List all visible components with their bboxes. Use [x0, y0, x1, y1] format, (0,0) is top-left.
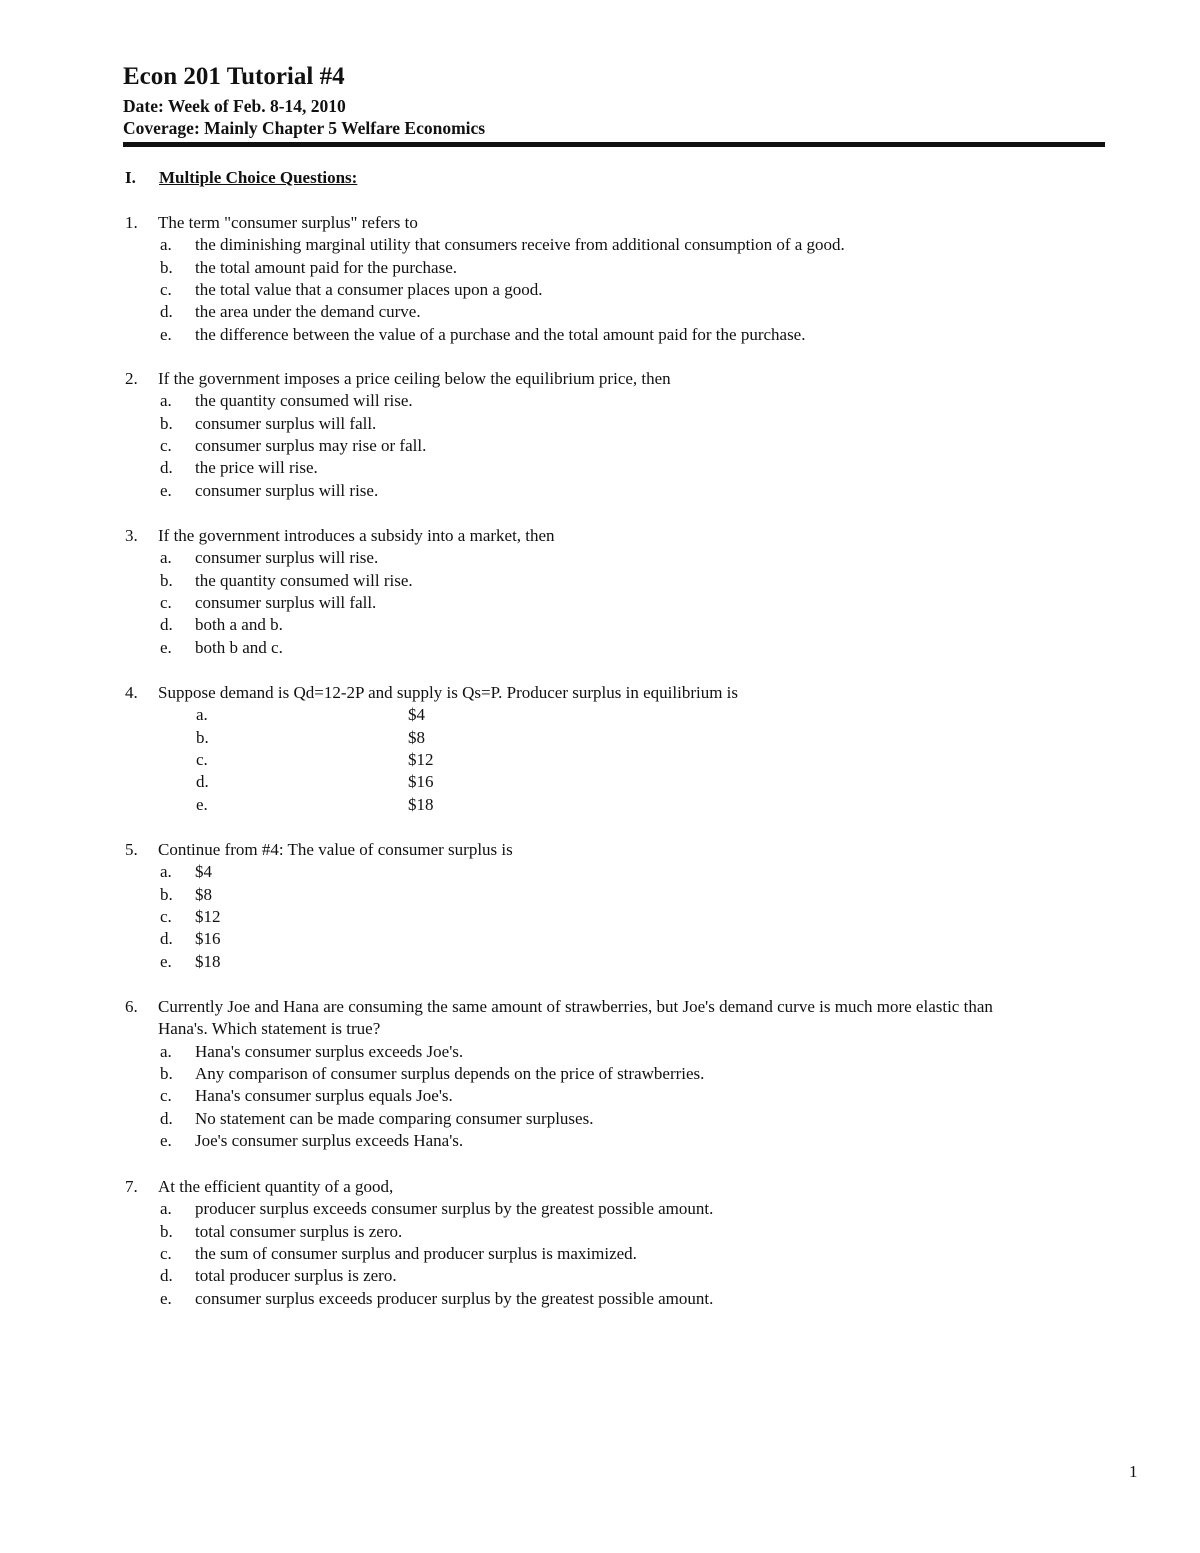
question-number: 3.	[125, 526, 138, 545]
option-letter: d.	[160, 929, 173, 949]
option-text: $12	[408, 750, 434, 770]
option-text: the quantity consumed will rise.	[195, 570, 413, 590]
option-text: consumer surplus will fall.	[195, 593, 377, 613]
question-stem: Continue from #4: The value of consumer surplus is	[158, 840, 513, 859]
option-text: consumer surplus will rise.	[195, 548, 379, 568]
option-letter: a.	[160, 391, 172, 411]
option-text: total consumer surplus is zero.	[195, 1221, 403, 1241]
option-letter: c.	[160, 280, 172, 300]
option-text: $18	[195, 951, 221, 971]
option-letter: e.	[160, 951, 172, 971]
option-letter: c.	[160, 1086, 172, 1106]
option-text: $4	[195, 862, 212, 882]
option-text: $18	[408, 794, 434, 814]
option-text: Joe's consumer surplus exceeds Hana's.	[195, 1131, 464, 1151]
option-text: $8	[195, 884, 212, 904]
section-title: Multiple Choice Questions:	[159, 168, 358, 187]
option-letter: c.	[160, 593, 172, 613]
section-number: I.	[125, 168, 136, 187]
header-rule	[123, 142, 1105, 147]
option-letter: e.	[160, 637, 172, 657]
question-stem: Currently Joe and Hana are consuming the same amount of strawberries, but Joe's demand curve is much more elastic than	[158, 997, 993, 1016]
option-text: the diminishing marginal utility that consumers receive from additional consumption of a good.	[195, 235, 845, 255]
question-number: 6.	[125, 997, 138, 1016]
option-letter: b.	[160, 884, 173, 904]
option-text: Any comparison of consumer surplus depends on the price of strawberries.	[195, 1064, 705, 1084]
option-text: consumer surplus may rise or fall.	[195, 436, 427, 456]
question-number: 7.	[125, 1177, 138, 1196]
option-text: both b and c.	[195, 637, 283, 657]
option-text: the difference between the value of a purchase and the total amount paid for the purchase.	[195, 324, 806, 344]
option-letter: b.	[160, 570, 173, 590]
question-number: 2.	[125, 369, 138, 388]
question-number: 1.	[125, 213, 138, 232]
option-letter: d.	[160, 1108, 173, 1128]
option-text: consumer surplus will fall.	[195, 413, 377, 433]
option-letter: d.	[196, 772, 209, 792]
option-letter: c.	[196, 750, 208, 770]
question-stem: Suppose demand is Qd=12-2P and supply is Qs=P. Producer surplus in equilibrium is	[158, 683, 739, 702]
option-text: the sum of consumer surplus and producer surplus is maximized.	[195, 1244, 637, 1264]
option-text: the total value that a consumer places upon a good.	[195, 280, 543, 300]
question-number: 4.	[125, 683, 138, 702]
question-stem: Hana's. Which statement is true?	[158, 1019, 381, 1039]
option-text: the price will rise.	[195, 458, 318, 478]
option-letter: b.	[196, 727, 209, 747]
option-letter: a.	[160, 548, 172, 568]
option-letter: e.	[160, 1288, 172, 1308]
question-stem: The term "consumer surplus" refers to	[158, 213, 418, 232]
option-letter: e.	[160, 1131, 172, 1151]
option-text: total producer surplus is zero.	[195, 1266, 397, 1286]
document-title: Econ 201 Tutorial #4	[123, 63, 345, 90]
option-text: Hana's consumer surplus equals Joe's.	[195, 1086, 453, 1106]
option-text: No statement can be made comparing consumer surpluses.	[195, 1108, 594, 1128]
question-number: 5.	[125, 840, 138, 859]
option-text: consumer surplus will rise.	[195, 480, 379, 500]
question-stem: At the efficient quantity of a good,	[158, 1177, 394, 1196]
page-number: 1	[1129, 1462, 1138, 1481]
option-letter: d.	[160, 302, 173, 322]
option-text: $8	[408, 727, 425, 747]
option-letter: a.	[160, 235, 172, 255]
option-letter: a.	[196, 705, 208, 725]
option-text: the quantity consumed will rise.	[195, 391, 413, 411]
option-letter: d.	[160, 458, 173, 478]
option-letter: a.	[160, 1041, 172, 1061]
option-letter: e.	[196, 794, 208, 814]
option-letter: c.	[160, 1244, 172, 1264]
option-letter: d.	[160, 1266, 173, 1286]
option-letter: b.	[160, 1064, 173, 1084]
option-letter: b.	[160, 413, 173, 433]
option-text: the total amount paid for the purchase.	[195, 257, 457, 277]
option-letter: e.	[160, 480, 172, 500]
option-text: $12	[195, 907, 221, 927]
option-letter: c.	[160, 907, 172, 927]
question-stem: If the government introduces a subsidy into a market, then	[158, 526, 555, 545]
option-letter: c.	[160, 436, 172, 456]
option-letter: e.	[160, 324, 172, 344]
option-letter: d.	[160, 615, 173, 635]
option-text: Hana's consumer surplus exceeds Joe's.	[195, 1041, 464, 1061]
option-letter: a.	[160, 1199, 172, 1219]
option-text: producer surplus exceeds consumer surplus by the greatest possible amount.	[195, 1199, 714, 1219]
option-text: $4	[408, 705, 425, 725]
coverage-line: Coverage: Mainly Chapter 5 Welfare Economics	[123, 118, 486, 138]
option-letter: b.	[160, 1221, 173, 1241]
option-text: the area under the demand curve.	[195, 302, 421, 322]
option-letter: b.	[160, 257, 173, 277]
option-text: $16	[408, 772, 434, 792]
option-text: consumer surplus exceeds producer surplus by the greatest possible amount.	[195, 1288, 714, 1308]
option-text: $16	[195, 929, 221, 949]
date-line: Date: Week of Feb. 8-14, 2010	[123, 96, 346, 116]
question-stem: If the government imposes a price ceiling below the equilibrium price, then	[158, 369, 671, 388]
option-letter: a.	[160, 862, 172, 882]
option-text: both a and b.	[195, 615, 283, 635]
